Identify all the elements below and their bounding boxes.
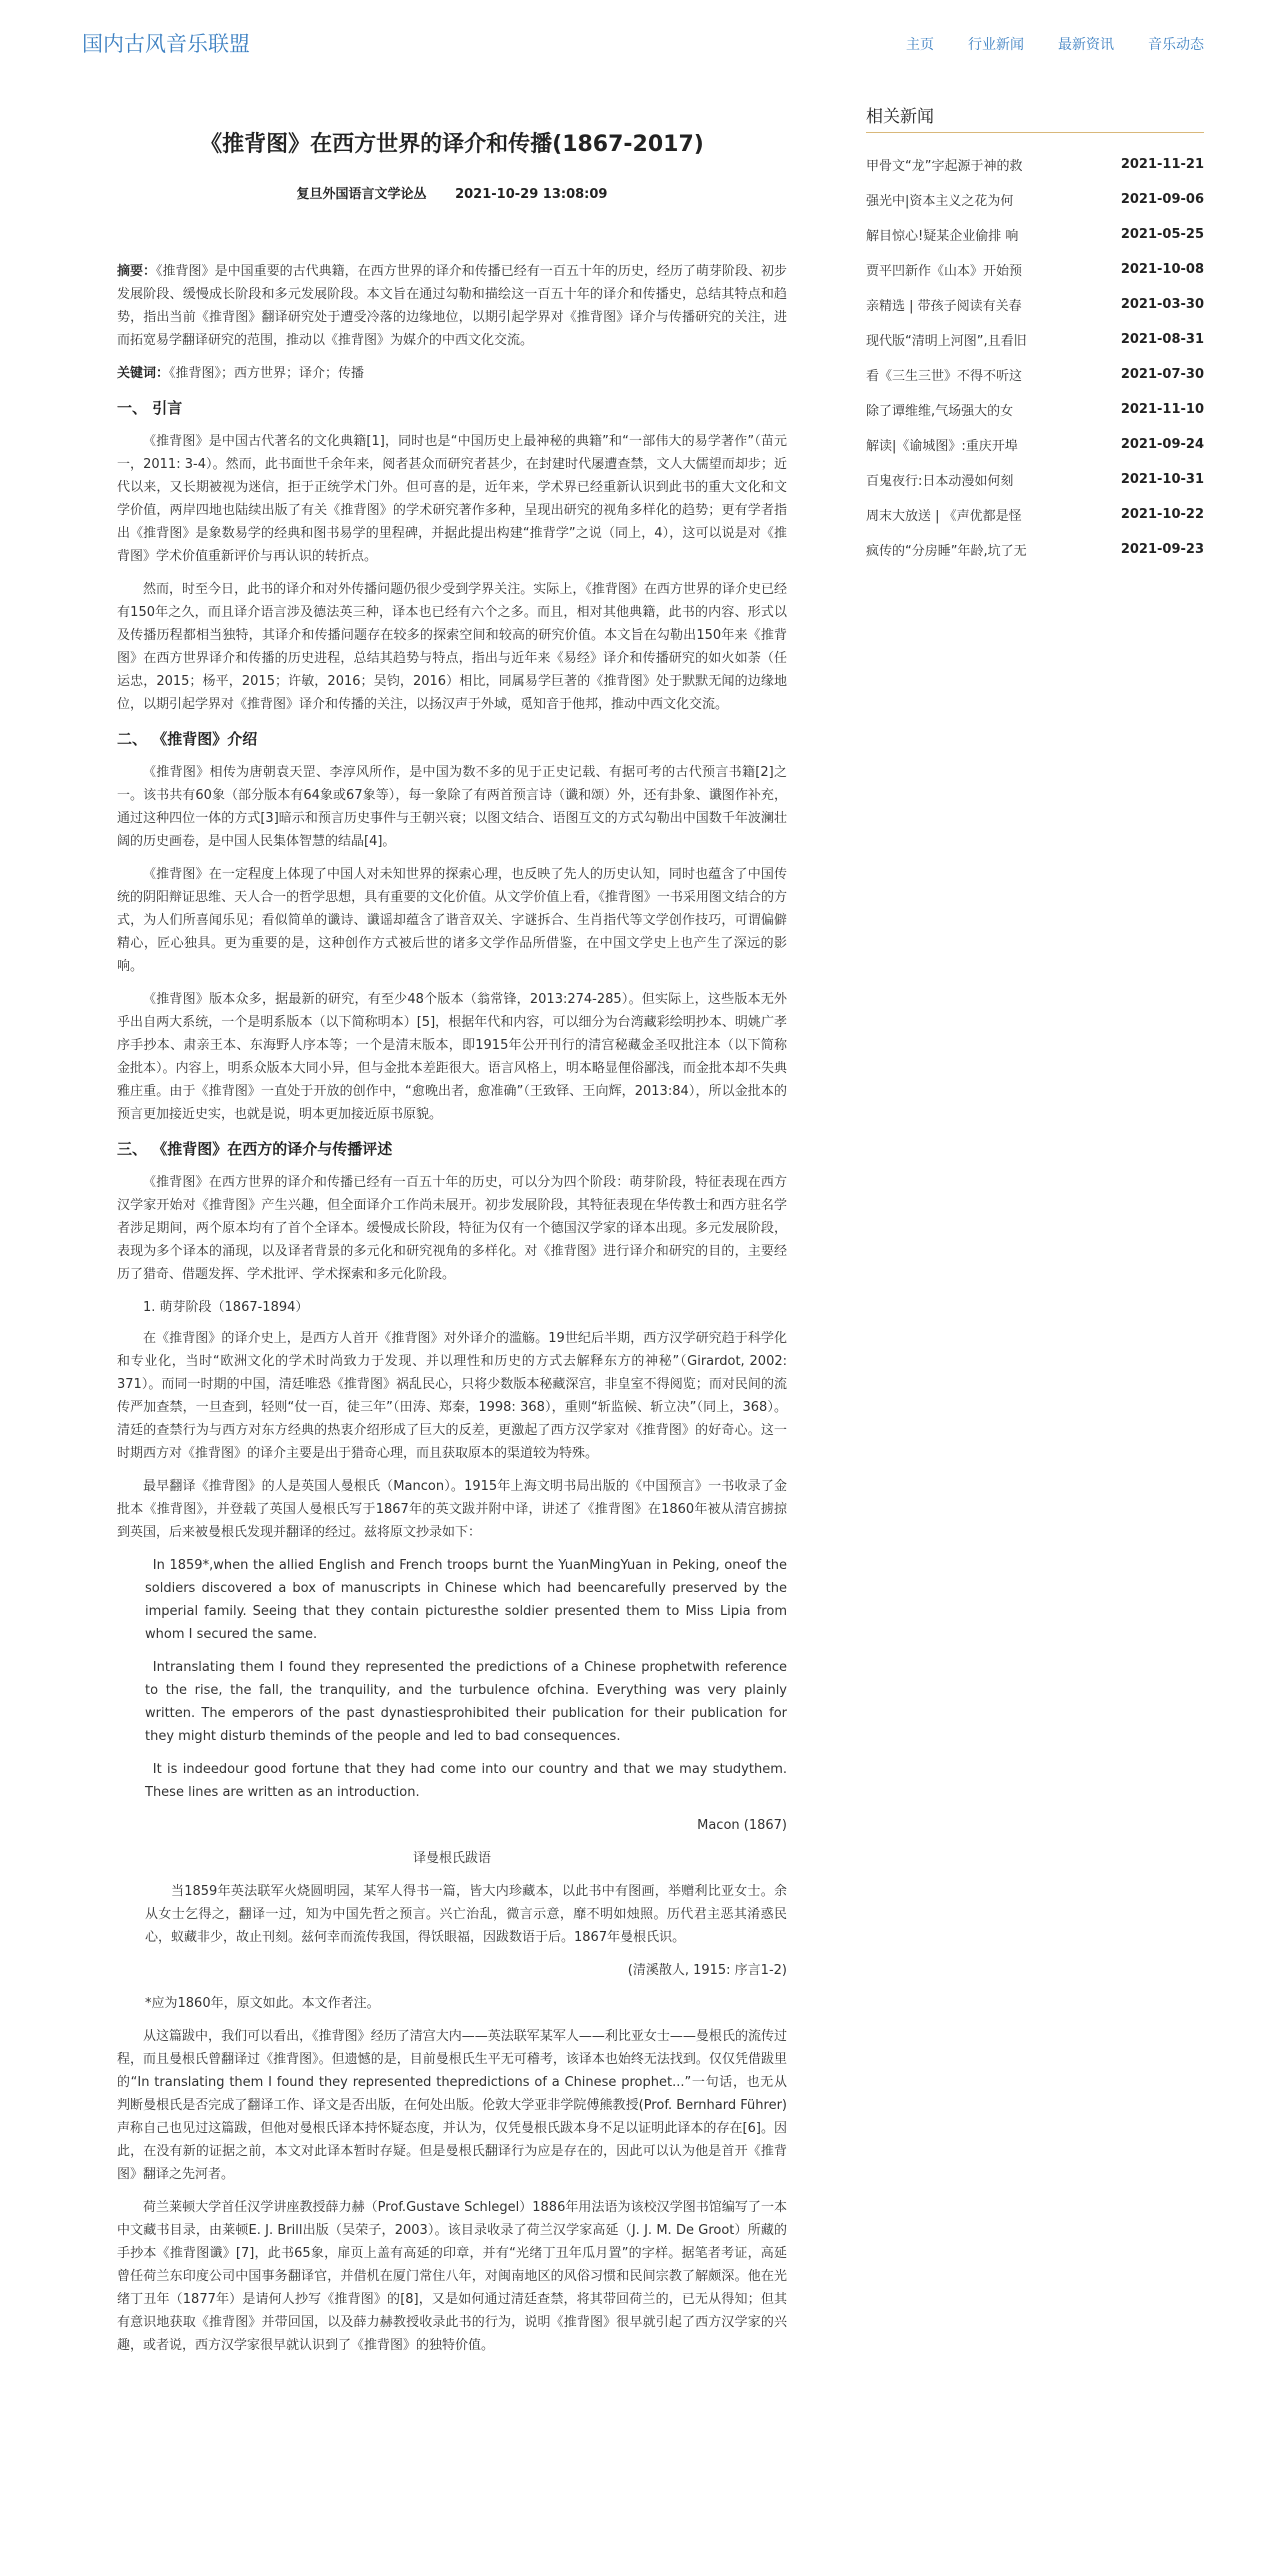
english-quote: In 1859*,when the allied English and French troops burnt the YuanMingYuan in Peking, oneof the soldiers discovered a box of manuscripts in Chinese which had beencarefully preserved by the imperial family. Seeing that they contain picturesthe soldier presented them to Miss Lipia from whom I secured the same.	[145, 1557, 787, 1642]
top-nav	[906, 34, 1204, 54]
news-date: 2021-11-10	[1120, 402, 1204, 417]
paragraph: 荷兰莱顿大学首任汉学讲座教授薛力赫（Prof.Gustave Schlegel）1886年用法语为该校汉学图书馆编写了一本中文藏书目录，由莱顿E. J. Brill出版（吴荣子，2003）。该目录收录了荷兰汉学家高延（J. J. M. De Groot）所藏的手抄本《推背图谶》[7]，此书65象，扉页上盖有高延的印章，并有“光绪丁丑年瓜月置”的字样。据笔者考证，高延曾任荷兰东印度公司中国事务翻译官，并借机在厦门常住八年，对闽南地区的风俗习惯和民间宗教了解颇深。他在光绪丁丑年（1877年）是请何人抄写《推背图》的[8]，又是如何通过清廷查禁，将其带回荷兰的，已无从得知；但其有意识地获取《推背图》并带回国，以及薛力赫教授收录此书的行为，说明《推背图》很早就引起了西方汉学家的兴趣，或者说，西方汉学家很早就认识到了《推背图》的独特价值。	[117, 2199, 787, 2353]
news-date: 2021-09-24	[1120, 437, 1204, 452]
abstract-text: 《推背图》是中国重要的古代典籍，在西方世界的译介和传播已经有一百五十年的历史，经历了萌芽阶段、初步发展阶段、缓慢成长阶段和多元发展阶段。本文旨在通过勾勒和描绘这一百五十年的译介和传播史，总结其特点和趋势，指出当前《推背图》翻译研究处于遭受冷落的边缘地位，以期引起学界对《推背图》译介与传播研究的关注，进而拓宽易学翻译研究的范围，推动以《推背图》为媒介的中西文化交流。	[117, 263, 787, 348]
news-date: 2021-05-25	[1120, 227, 1204, 242]
news-item[interactable]	[866, 217, 1204, 252]
site-logo[interactable]: 国内古风音乐联盟	[82, 32, 250, 56]
article-meta	[117, 183, 787, 202]
news-item[interactable]	[866, 357, 1204, 392]
news-title[interactable]: 百鬼夜行:日本动漫如何刻	[866, 474, 1014, 489]
subsection-heading: 1. 萌芽阶段（1867-1894）	[143, 1299, 309, 1315]
sidebar-title: 相关新闻	[866, 102, 1204, 133]
news-date: 2021-09-23	[1120, 542, 1204, 557]
paragraph: 最早翻译《推背图》的人是英国人曼根氏（Mancon）。1915年上海文明书局出版的《中国预言》一书收录了金批本《推背图》，并登载了英国人曼根氏写于1867年的英文跋并附中译，讲述了《推背图》在1860年被从清宫掳掠到英国，后来被曼根氏发现并翻译的经过。兹将原文抄录如下：	[117, 1478, 787, 1540]
news-date: 2021-08-31	[1120, 332, 1204, 347]
article-source: 复旦外国语言文学论丛	[296, 186, 427, 202]
news-title[interactable]: 强光中|资本主义之花为何	[866, 194, 1014, 209]
news-item[interactable]	[866, 252, 1204, 287]
author-note: *应为1860年，原文如此。本文作者注。	[145, 1995, 380, 2011]
abstract-label: 摘要：	[117, 263, 157, 279]
news-item[interactable]	[866, 462, 1204, 497]
news-date: 2021-11-21	[1120, 157, 1204, 172]
news-title[interactable]: 周末大放送 | 《声优都是怪	[866, 509, 1022, 524]
article-title: 《推背图》在西方世界的译介和传播(1867-2017)	[200, 132, 704, 157]
section-heading-1: 一、 引言	[117, 398, 183, 417]
keywords-text: 《推背图》；西方世界；译介；传播	[169, 365, 365, 381]
article-body	[117, 260, 787, 2357]
news-item[interactable]	[866, 287, 1204, 322]
news-date: 2021-10-08	[1120, 262, 1204, 277]
article	[117, 110, 787, 2367]
abstract	[117, 260, 787, 352]
related-news-list	[866, 147, 1204, 567]
news-item[interactable]	[866, 427, 1204, 462]
news-item[interactable]	[866, 532, 1204, 567]
section-heading-3: 三、 《推背图》在西方的译介与传播评述	[117, 1139, 393, 1158]
nav-latest-info[interactable]: 最新资讯	[1058, 37, 1114, 53]
news-title[interactable]: 亲精选 | 带孩子阅读有关春	[866, 299, 1022, 314]
news-title[interactable]: 除了谭维维,气场强大的女	[866, 404, 1014, 419]
english-quote: Intranslating them I found they represented the predictions of a Chinese prophetwith reference to the rise, the fall, the tranquility, and the turbulence ofchina. Everything was very plainly written. The emperors of the past dynastiesprohibited their publication for their publication for they might disturb theminds of the people and led to bad consequences.	[145, 1659, 787, 1744]
paragraph: 《推背图》相传为唐朝袁天罡、李淳风所作，是中国为数不多的见于正史记载、有据可考的古代预言书籍[2]之一。该书共有60象（部分版本有64象或67象等），每一象除了有两首预言诗（谶和颂）外，还有卦象、谶图作补充，通过这种四位一体的方式[3]暗示和预言历史事件与王朝兴衰；以图文结合、语图互文的方式勾勒出中国数千年波澜壮阔的历史画卷，是中国人民集体智慧的结晶[4]。	[117, 764, 787, 849]
section-heading-2: 二、 《推背图》介绍	[117, 729, 258, 748]
news-item[interactable]	[866, 322, 1204, 357]
news-date: 2021-09-06	[1120, 192, 1204, 207]
nav-music-news[interactable]: 音乐动态	[1148, 37, 1204, 53]
news-date: 2021-10-22	[1120, 507, 1204, 522]
news-title[interactable]: 贾平凹新作《山本》开始预	[866, 264, 1023, 279]
news-title[interactable]: 甲骨文“龙”字起源于神的救	[866, 159, 1023, 174]
paragraph: 《推背图》版本众多，据最新的研究，有至少48个版本（翁常锋，2013:274-285）。但实际上，这些版本无外乎出自两大系统，一个是明系版本（以下简称明本）[5]，根据年代和内容，可以细分为台湾藏彩绘明抄本、明姚广孝序手抄本、肃亲王本、东海野人序本等；一个是清末版本，即1915年公开刊行的清宫秘藏金圣叹批注本（以下简称金批本）。内容上，明系众版本大同小异，但与金批本差距很大。语言风格上，明本略显俚俗鄙浅，而金批本却不失典雅庄重。由于《推背图》一直处于开放的创作中，“愈晚出者，愈准确”（王致铎、王向辉，2013:84），所以金批本的预言更加接近史实，也就是说，明本更加接近原书原貌。	[117, 991, 787, 1122]
news-title[interactable]: 解读|《谕城图》:重庆开埠	[866, 439, 1018, 454]
keywords-label: 关键词：	[117, 365, 170, 381]
paragraph: 《推背图》在一定程度上体现了中国人对未知世界的探索心理，也反映了先人的历史认知，同时也蕴含了中国传统的阴阳辩证思维、天人合一的哲学思想，具有重要的文化价值。从文学价值上看，《推背图》一书采用图文结合的方式，为人们所喜闻乐见；看似简单的谶诗、谶谣却蕴含了谐音双关、字谜拆合、生肖指代等文学创作技巧，可谓偏僻精心，匠心独具。更为重要的是，这种创作方式被后世的诸多文学作品所借鉴，在中国文学史上也产生了深远的影响。	[117, 866, 787, 974]
news-date: 2021-07-30	[1120, 367, 1204, 382]
news-item[interactable]	[866, 147, 1204, 182]
news-date: 2021-03-30	[1120, 297, 1204, 312]
translation-text: 当1859年英法联军火烧圆明园，某军人得书一篇，皆大内珍藏本，以此书中有图画，举赠利比亚女士。余从女士乞得之，翻译一过，知为中国先哲之预言。兴亡治乱，微言示意，靡不明如烛照。历代君主恶其淆惑民心，蚁藏非少，故止刊刻。兹何幸而流传我国，得饫眼福，因跋数语于后。1867年曼根氏识。	[145, 1883, 787, 1945]
news-item[interactable]	[866, 497, 1204, 532]
quote-signature: Macon (1867)	[697, 1817, 787, 1833]
related-news-sidebar	[866, 102, 1204, 567]
news-item[interactable]	[866, 182, 1204, 217]
paragraph: 《推背图》在西方世界的译介和传播已经有一百五十年的历史，可以分为四个阶段：萌芽阶段，特征表现在西方汉学家开始对《推背图》产生兴趣，但全面译介工作尚未展开。初步发展阶段，其特征表现在华传教士和西方驻名学者涉足期间，两个原本均有了首个全译本。缓慢成长阶段，特征为仅有一个德国汉学家的译本出现。多元发展阶段，表现为多个译本的涌现，以及译者背景的多元化和研究视角的多样化。对《推背图》进行译介和研究的目的，主要经历了猎奇、借题发挥、学术批评、学术探索和多元化阶段。	[117, 1174, 787, 1282]
news-date: 2021-10-31	[1120, 472, 1204, 487]
paragraph: 《推背图》是中国古代著名的文化典籍[1]，同时也是“中国历史上最神秘的典籍”和“一部伟大的易学著作”（苗元一，2011: 3-4）。然而，此书面世千余年来，阅者甚众而研究者甚少，在封建时代屡遭查禁，文人大儒望而却步；近代以来，又长期被视为迷信，拒于正统学术门外。但可喜的是，近年来，学术界已经重新认识到此书的重大文化和文学价值，两岸四地也陆续出版了有关《推背图》的学术研究著作多种，呈现出研究的视角多样化的趋势；更有学者指出《推背图》是象数易学的经典和图书易学的里程碑，并据此提出构建“推背学”之说（同上，4），这可以说是对《推背图》学术价值重新评价与再认识的转折点。	[117, 433, 787, 564]
news-item[interactable]	[866, 392, 1204, 427]
nav-industry-news[interactable]: 行业新闻	[968, 37, 1024, 53]
translation-title: 译曼根氏跋语	[412, 1850, 491, 1866]
news-title[interactable]: 看《三生三世》不得不听这	[866, 369, 1023, 384]
news-title[interactable]: 现代版“清明上河图”,且看旧	[866, 334, 1027, 349]
site-header	[0, 0, 1284, 90]
paragraph: 从这篇跋中，我们可以看出，《推背图》经历了清宫大内——英法联军某军人——利比亚女士——曼根氏的流传过程，而且曼根氏曾翻译过《推背图》。但遗憾的是，目前曼根氏生平无可稽考，该译本也始终无法找到。仅仅凭借跋里的“In translating them I found they represented thepredictions of a Chinese prophet...”一句话，也无从判断曼根氏是否完成了翻译工作、译文是否出版，在何处出版。伦敦大学亚非学院傅熊教授(Prof. Bernhard Führer)声称自己也见过这篇跋，但他对曼根氏译本持怀疑态度，并认为，仅凭曼根氏跋本身不足以证明此译本的存在[6]。因此，在没有新的证据之前，本文对此译本暂时存疑。但是曼根氏翻译行为应是存在的，因此可以认为他是首开《推背图》翻译之先河者。	[117, 2028, 787, 2182]
citation: (清溪散人, 1915: 序言1-2)	[627, 1962, 787, 1978]
news-title[interactable]: 疯传的“分房睡”年龄,坑了无	[866, 544, 1027, 559]
nav-home[interactable]: 主页	[906, 37, 934, 53]
keywords	[117, 362, 787, 385]
news-title[interactable]: 解目惊心!疑某企业偷排 响	[866, 229, 1019, 244]
english-quote: It is indeedour good fortune that they had come into our country and that we may studythem. These lines are written as an introduction.	[145, 1761, 787, 1800]
article-datetime: 2021-10-29 13:08:09	[455, 186, 608, 202]
paragraph: 然而，时至今日，此书的译介和对外传播问题仍很少受到学界关注。实际上，《推背图》在西方世界的译介史已经有150年之久，而且译介语言涉及德法英三种，译本也已经有六个之多。而且，相对其他典籍，此书的内容、形式以及传播历程都相当独特，其译介和传播问题存在较多的探索空间和较高的研究价值。本文旨在勾勒出150年来《推背图》在西方世界译介和传播的历史进程，总结其趋势与特点，指出与近年来《易经》译介和传播研究的如火如荼（任运忠，2015；杨平，2015；许敏，2016；吴钧，2016）相比，同属易学巨著的《推背图》处于默默无闻的边缘地位，以期引起学界对《推背图》译介和传播的关注，以扬汉声于外域，觅知音于他邦，推动中西文化交流。	[117, 581, 787, 712]
paragraph: 在《推背图》的译介史上，是西方人首开《推背图》对外译介的滥觞。19世纪后半期，西方汉学研究趋于科学化和专业化，当时“欧洲文化的学术时尚致力于发现、并以理性和历史的方式去解释东方的神秘”（Girardot, 2002: 371）。而同一时期的中国，清廷唯恐《推背图》祸乱民心，只将少数版本秘藏深宫，非皇室不得阅览；而对民间的流传严加查禁，一旦查到，轻则“仗一百，徒三年”（田涛、郑秦，1998: 368），重则“斩监候、斩立决”（同上，368）。清廷的查禁行为与西方对东方经典的热衷介绍形成了巨大的反差，更激起了西方汉学家对《推背图》的好奇心。这一时期西方对《推背图》的译介主要是出于猎奇心理，而且获取原本的渠道较为特殊。	[117, 1330, 787, 1461]
